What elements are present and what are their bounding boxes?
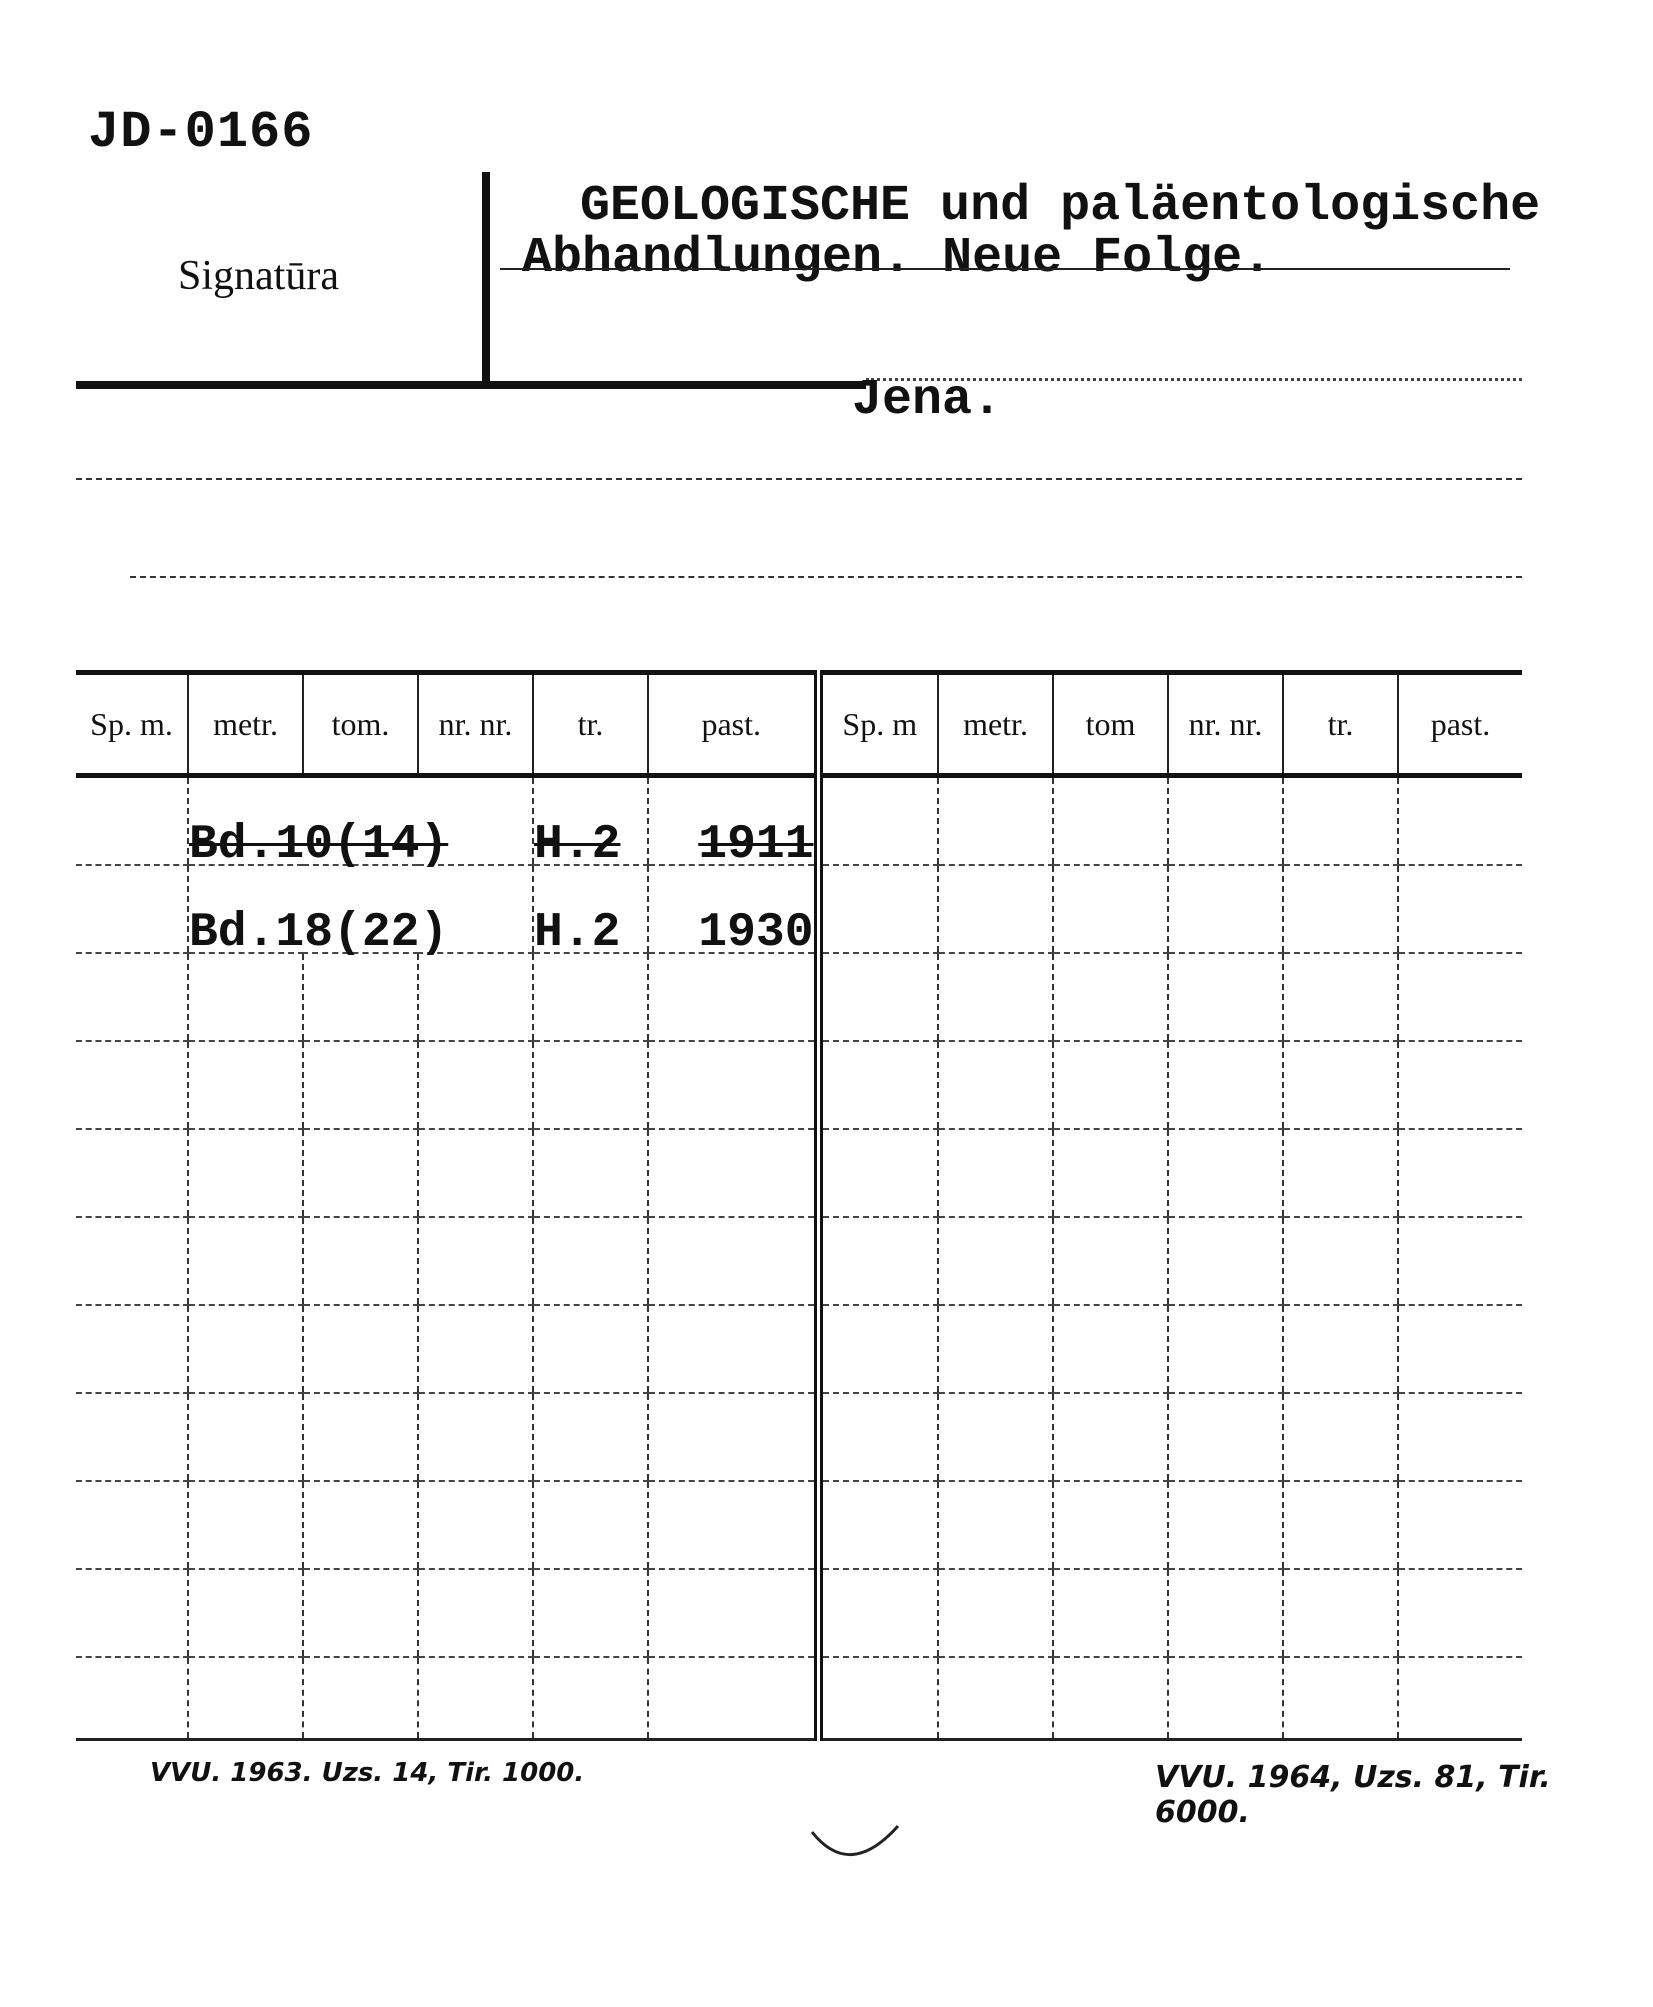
print-note-right: VVU. 1964, Uzs. 81, Tir. 6000. <box>1155 1760 1551 1830</box>
entry-year: 1911 <box>698 818 814 872</box>
punch-hole-mark <box>810 1820 900 1870</box>
header-tr: tr. <box>533 673 648 776</box>
header-sp-m-right: Sp. m <box>818 673 938 776</box>
card-code: JD-0166 <box>88 103 314 162</box>
header-tom-right: tom <box>1053 673 1168 776</box>
table-row <box>76 1569 1522 1657</box>
header-metr: metr. <box>188 673 303 776</box>
table-row <box>76 865 1522 953</box>
print-note-left: VVU. 1963. Uzs. 14, Tir. 1000. <box>150 1758 585 1788</box>
header-metr-right: metr. <box>938 673 1053 776</box>
table-row <box>76 953 1522 1041</box>
header-tr-right: tr. <box>1283 673 1398 776</box>
signature-label: Signatūra <box>178 253 339 299</box>
table-row <box>76 1129 1522 1217</box>
table-row <box>76 1393 1522 1481</box>
table-header-row <box>76 673 1522 776</box>
header-nr-nr-right: nr. nr. <box>1168 673 1283 776</box>
entry-year: 1930 <box>698 906 814 960</box>
header-past: past. <box>648 673 818 776</box>
table-row <box>76 1041 1522 1129</box>
table-row <box>76 1481 1522 1569</box>
table-row <box>76 1305 1522 1393</box>
holdings-table <box>76 670 1522 1741</box>
table-row <box>76 1217 1522 1305</box>
title-underline <box>500 268 1510 270</box>
entry-part: H.2 <box>534 818 621 872</box>
title-line-1: GEOLOGISCHE und paläentologische <box>580 178 1541 235</box>
table-row <box>76 776 1522 866</box>
entry-volume: Bd.18(22) <box>189 906 449 960</box>
header-sp-m: Sp. m. <box>76 673 188 776</box>
header-nr-nr: nr. nr. <box>418 673 533 776</box>
place-of-publication: Jena. <box>852 372 1003 429</box>
blank-line-1 <box>76 478 1522 480</box>
header-past-right: past. <box>1398 673 1522 776</box>
signature-divider <box>482 172 490 382</box>
blank-line-2 <box>130 576 1522 578</box>
table-row <box>76 1657 1522 1740</box>
header-rule <box>76 381 866 389</box>
entry-part: H.2 <box>534 906 621 960</box>
entry-volume: Bd.10(14) <box>189 818 449 872</box>
header-tom: tom. <box>303 673 418 776</box>
title-line-2: Abhandlungen. Neue Folge. <box>522 230 1273 287</box>
